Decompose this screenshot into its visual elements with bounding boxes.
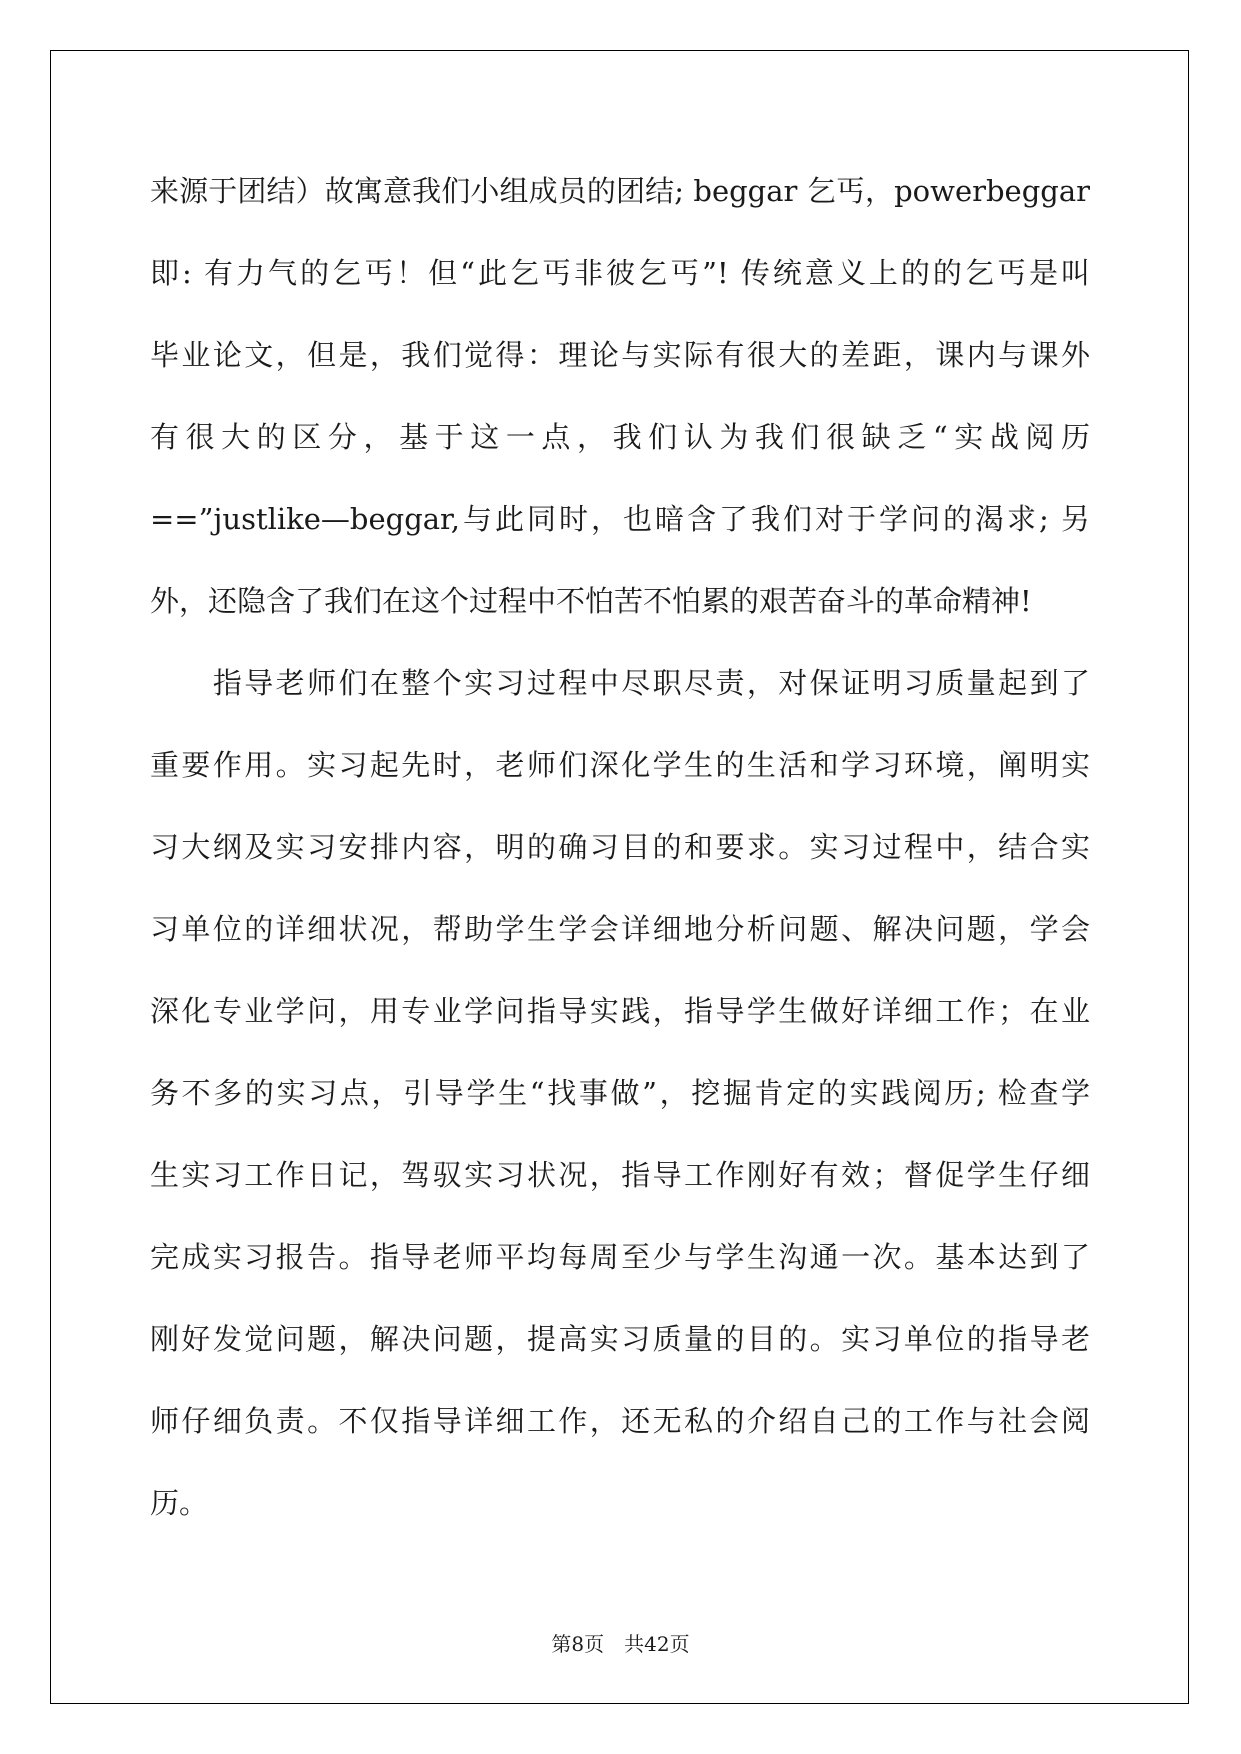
text-line: 历。: [150, 1486, 209, 1520]
text-line: 指导老师们在整个实习过程中尽职尽责，对保证明习质量起到了: [150, 666, 1090, 700]
text-line: 外，还隐含了我们在这个过程中不怕苦不怕累的艰苦奋斗的革命精神!: [150, 584, 1032, 618]
text-line: 完成实习报告。指导老师平均每周至少与学生沟通一次。基本达到了: [150, 1240, 1090, 1274]
text-line: 深化专业学问，用专业学问指导实践，指导学生做好详细工作；在业: [150, 994, 1090, 1028]
text-line: ==”justlike—beggar,与此同时，也暗含了我们对于学问的渴求; 另: [150, 502, 1090, 536]
text-line: 生实习工作日记，驾驭实习状况，指导工作刚好有效；督促学生仔细: [150, 1158, 1090, 1192]
document-body: [150, 150, 1090, 1544]
text-line: 重要作用。实习起先时，老师们深化学生的生活和学习环境，阐明实: [150, 748, 1090, 782]
text-line: 有很大的区分，基于这一点，我们认为我们很缺乏“实战阅历: [150, 420, 1090, 454]
page-footer: [0, 1628, 1241, 1657]
page-total: 共42页: [624, 1632, 690, 1656]
page-number: 第8页: [551, 1632, 605, 1656]
text-line: 刚好发觉问题，解决问题，提高实习质量的目的。实习单位的指导老: [150, 1322, 1090, 1356]
text-line: 毕业论文，但是，我们觉得：理论与实际有很大的差距，课内与课外: [150, 338, 1090, 372]
text-line: 来源于团结）故寓意我们小组成员的团结; beggar 乞丐，powerbeggar: [150, 174, 1090, 208]
text-line: 即: 有力气的乞丐！但“此乞丐非彼乞丐”! 传统意义上的的乞丐是叫: [150, 256, 1090, 290]
text-line: 习单位的详细状况，帮助学生学会详细地分析问题、解决问题，学会: [150, 912, 1090, 946]
text-line: 习大纲及实习安排内容，明的确习目的和要求。实习过程中，结合实: [150, 830, 1090, 864]
text-line: 务不多的实习点，引导学生“找事做”，挖掘肯定的实践阅历; 检查学: [150, 1076, 1090, 1110]
text-line: 师仔细负责。不仅指导详细工作，还无私的介绍自己的工作与社会阅: [150, 1404, 1090, 1438]
